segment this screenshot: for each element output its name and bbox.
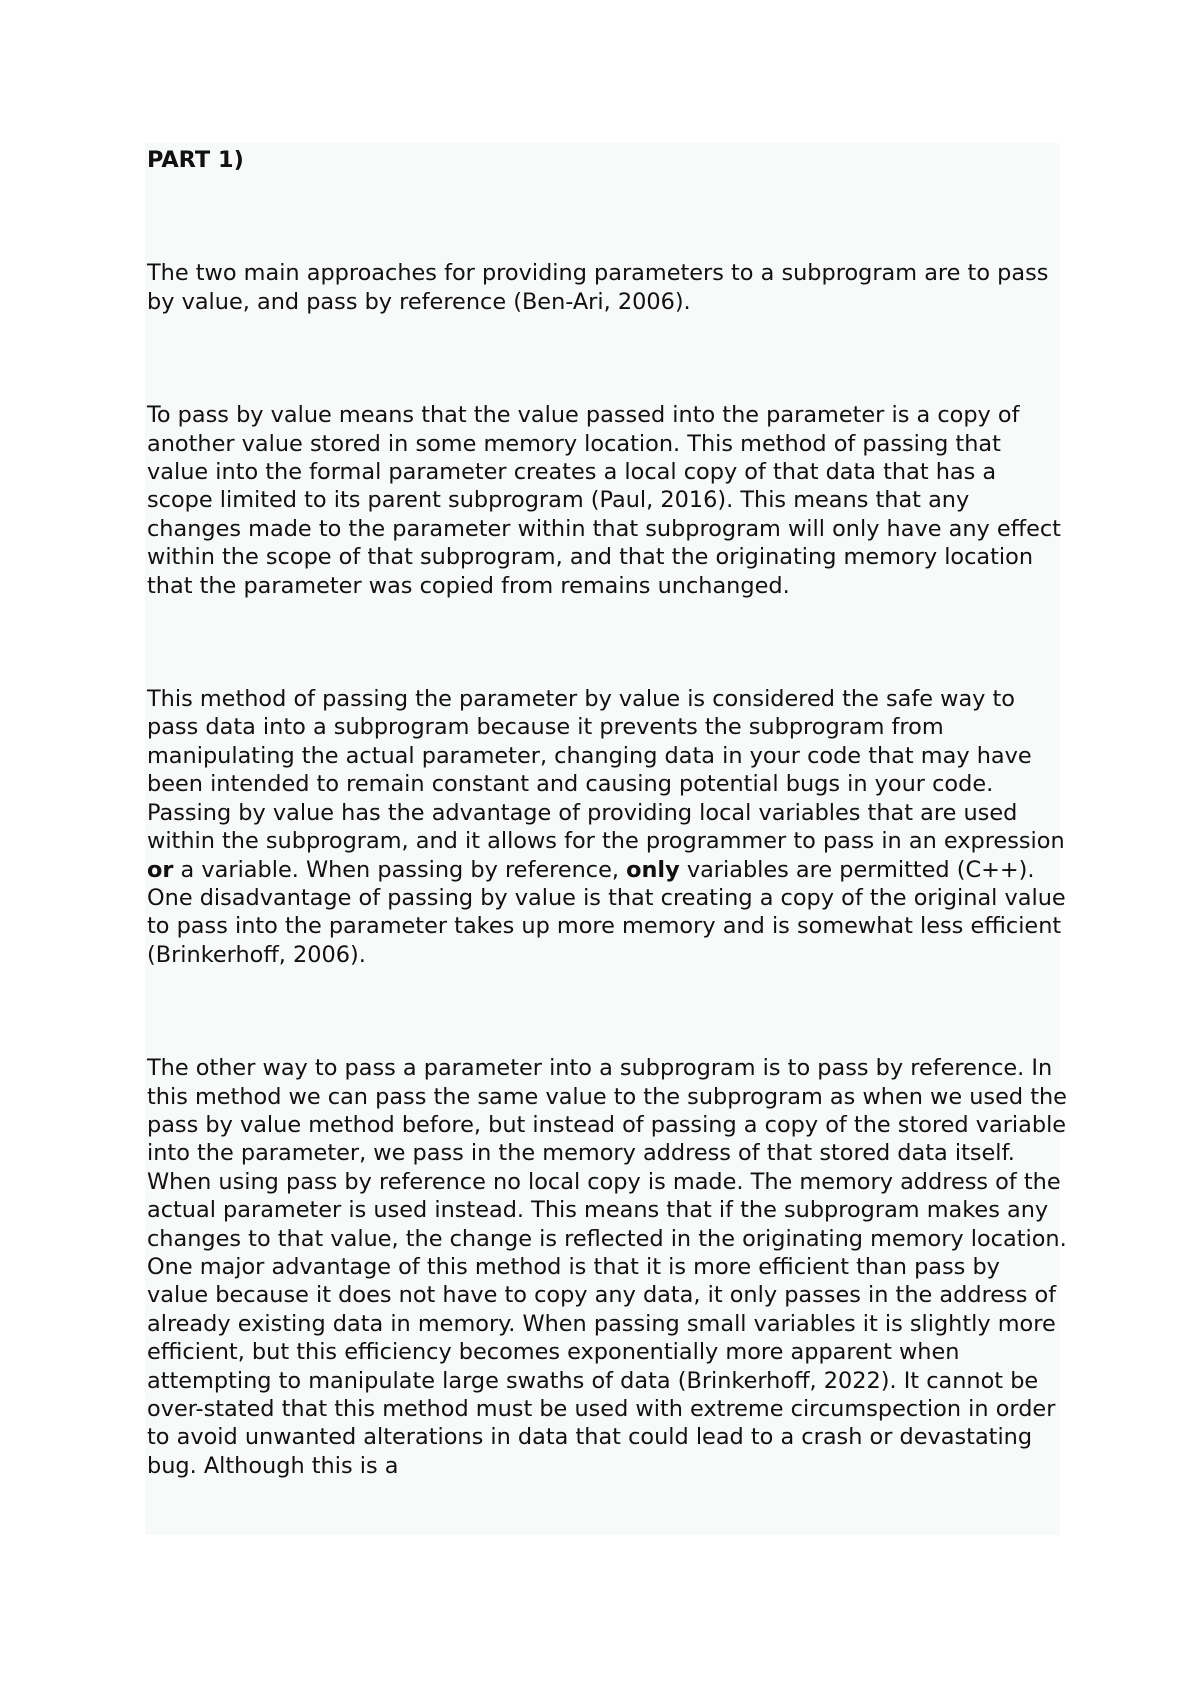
paragraph-text-segment: This method of passing the parameter by value is considered the safe way to pass data into a subprogram because it prevents the subprogram from manipulating the actual parameter, changing data in your code that may have been intended to remain constant and causing potential bugs in your code. Passing by value has the advantage of providing local variables that are used within the subprogram, and it allows for the programmer to pass in an expression: [147, 686, 1065, 855]
document-body: [147, 146, 1067, 1480]
paragraph-text-segment: variables are permitted (C++). One disadvantage of passing by value is that creating a copy of the original value to pass into the parameter takes up more memory and is somewhat less efficient (Brinkerhoff, 2006).: [147, 856, 1066, 968]
paragraph-pass-by-value-safety: [147, 685, 1067, 969]
paragraph-pass-by-value: To pass by value means that the value passed into the parameter is a copy of another value stored in some memory location. This method of passing that value into the formal parameter creates a local copy of that data that has a scope limited to its parent subprogram (Paul, 2016). This means that any changes made to the parameter within that subprogram will only have any effect within the scope of that subprogram, and that the originating memory location that the parameter was copied from remains unchanged.: [147, 402, 1061, 599]
paragraph-text-segment: a variable. When passing by reference,: [173, 856, 627, 883]
emphasis-only: only: [626, 856, 680, 883]
section-heading: PART 1): [147, 147, 244, 173]
paragraph-pass-by-reference: The other way to pass a parameter into a subprogram is to pass by reference. In this method we can pass the same value to the subprogram as when we used the pass by value method before, but instead of passing a copy of the stored variable into the parameter, we pass in the memory address of that stored data itself. When using pass by reference no local copy is made. The memory address of the actual parameter is used instead. This means that if the subprogram makes any changes to that value, the change is reflected in the originating memory location. One major advantage of this method is that it is more efficient than pass by value because it does not have to copy any data, it only passes in the address of already existing data in memory. When passing small variables it is slightly more efficient, but this efficiency becomes exponentially more apparent when attempting to manipulate large swaths of data (Brinkerhoff, 2022). It cannot be over-stated that this method must be used with extreme circumspection in order to avoid unwanted alterations in data that could lead to a crash or devastating bug. Although this is a: [147, 1055, 1067, 1479]
paragraph-approaches: The two main approaches for providing parameters to a subprogram are to pass by value, and pass by reference (Ben-Ari, 2006).: [147, 260, 1049, 315]
emphasis-or: or: [147, 856, 174, 883]
